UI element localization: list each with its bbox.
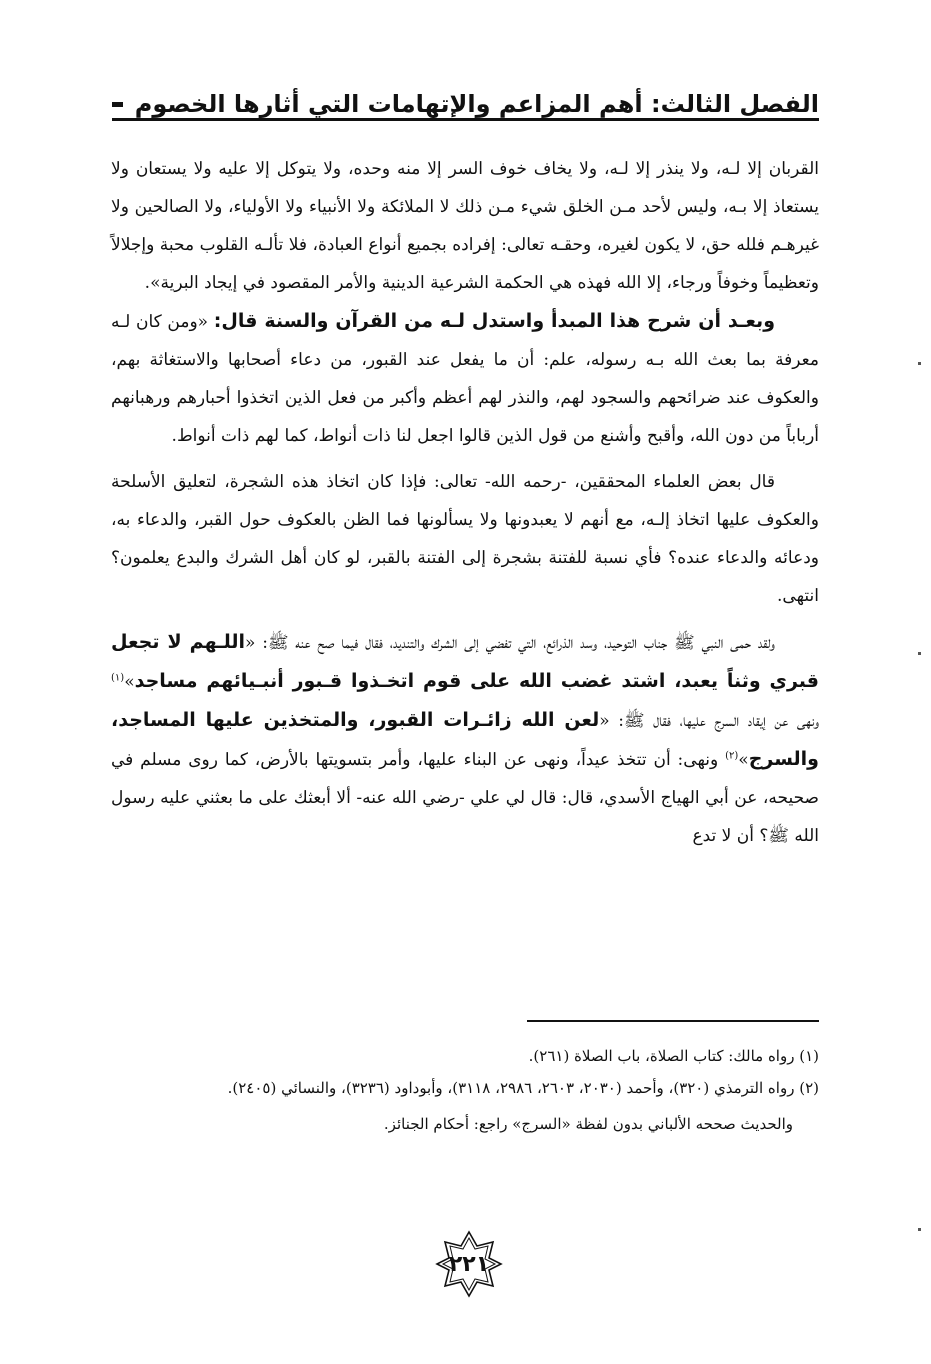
hadith-quote-2: لعن الله زائـرات القبور، والمتخذين عليها المساجد، والسرج [111,709,819,770]
scan-margin-mark [918,652,921,655]
paragraph-4-text-e: ونهى: أن تتخذ عيداً، ونهى عن البناء عليها، وأمر بتسويتها بالأرض، كما روى مسلم في صحيحه، عن أبي الهياج الأسدي، قال: قال لي علي -رضي الله عنه- ألا أبعثك على ما بعثني عليه رسول الله ﷺ؟ أن لا تدع [111,750,819,846]
paragraph-4-text-d: » [738,750,749,770]
header-underline [112,118,819,121]
footnote-ref-2[interactable]: (٢) [725,750,739,762]
footnote-note: والحديث صححه الألباني بدون لفظة «السرج» راجع: أحكام الجنائز. [383,1115,793,1133]
page-number: ٢٢١ [448,1251,490,1277]
footnotes [111,1040,819,1140]
paragraph-4 [111,623,819,855]
scan-margin-mark [918,362,921,365]
scan-margin-mark [918,1228,921,1231]
paragraph-1: القربان إلا لـه، ولا ينذر إلا لـه، ولا يخاف خوف السر إلا منه وحده، ولا يتوكل إلا عليه ولا يستعان ولا يستعاذ إلا بـه، وليس لأحد مـن الخلق شيء مـن ذلك لا الملائكة ولا الأنبياء ولا الأولياء، ولا الصالحين ولا غيرهـم فلله حق، لا يكون لغيره، وحقـه تعالى: إفراده بجميع أنواع العبادة، فلا تألـه القلوب محبة وإجلالاً وتعظيماً وخوفاً ورجاء، إلا الله فهذه هي الحكمة الشرعية الدينية والأمر المقصود في إيجاد البرية». [111,159,819,293]
page-number-frame [433,1228,505,1300]
footnote-1: (١) رواه مالك: كتاب الصلاة، باب الصلاة (٢٦١). [528,1047,819,1065]
chapter-title: الفصل الثالث: أهم المزاعم والإتهامات التي أثارها الخصوم [134,90,819,118]
footnote-ref-1[interactable]: (١) [111,672,125,684]
paragraph-4-text-a: ولقد حمى النبي ﷺ جناب التوحيد، وسد الذرائع، التي تفضي إلى الشرك والتنديد، فقال فيما صح عنه ﷺ: « [245,633,775,653]
paragraph-3: قال بعض العلماء المحققين، -رحمه الله- تعالى: فإذا كان اتخاذ هذه الشجرة، لتعليق الأسلحة والعكوف عليها اتخاذ إلـه، مع أنهم لا يعبدونها ولا يسألونها فما الظن بالعكوف حول القبر، والدعاء به، ودعائه والدعاء عنده؟ فأي نسبة للفتنة بشجرة إلى الفتنة بالقبر، لو كان أهل الشرك والبدع يعلمون؟ انتهى. [111,472,819,606]
paragraph-2-bold-intro: وبعـد أن شرح هذا المبدأ واستدل لـه من القرآن والسنة قال: [213,310,776,332]
paragraph-2 [111,302,819,455]
paragraph-4-text-b: » [124,672,135,692]
paragraph-4-text-c: ونهى عن إيقاد السرج عليها، فقال ﷺ: « [599,711,820,731]
paragraph-2-text: «ومن كان لـه معرفة بما بعث الله بـه رسوله، علم: أن ما يفعل عند القبور، من دعاء أصحابها والاستغاثة بهم، والعكوف عند ضرائحهم والسجود لهم، والنذر لهم أعظم وأكبر من فعل الذين اتخذوا أحبارهم ورهبانهم أرباباً من دون الله، وأقبح وأشنع من قول الذين قالوا اجعل لنا ذات أنواط، كما لهم ذات أنواط. [111,312,819,446]
footnote-2: (٢) رواه الترمذي (٣٢٠)، وأحمد (٢٠٣٠، ٢٦٠٣، ٢٩٨٦، ٣١١٨)، وأبوداود (٣٢٣٦)، والنسائي (٢٤٠٥). [227,1079,819,1097]
footnote-separator [527,1020,819,1022]
main-text [111,150,819,855]
hadith-quote-1: اللـهم لا تجعل قبري وثناً يعبد، اشتد غضب الله على قوم اتخـذوا قـبور أنبـيائهم مساجد [111,631,819,692]
header-decorative-rule [112,102,123,107]
